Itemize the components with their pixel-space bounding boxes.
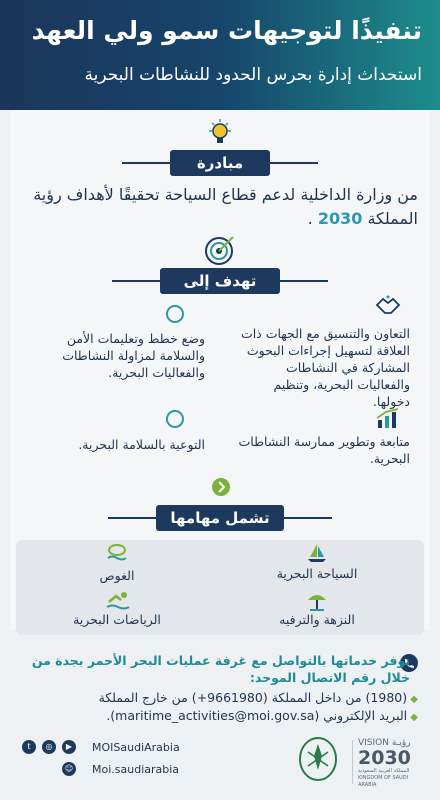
vision-ar: رؤيـة xyxy=(391,738,411,748)
vision-2030-logo xyxy=(358,738,428,789)
aim-item-2: وضع خطط وتعليمات الأمن والسلامة لمزاولة النشاطات والفعاليات البحرية. xyxy=(62,331,205,380)
page-subtitle: استحداث إدارة بحرس الحدود للنشاطات البحرية xyxy=(84,65,422,85)
page-title: تنفيذًا لتوجيهات سمو ولي العهد xyxy=(31,16,422,45)
diving-icon xyxy=(106,542,128,568)
ministry-emblem-icon xyxy=(298,736,338,786)
instagram-icon[interactable]: ◎ xyxy=(42,740,56,754)
initiative-text xyxy=(18,183,418,231)
social-handle-1[interactable]: MOISaudiArabia xyxy=(92,741,180,754)
contact-heading: توفر خدماتها بالتواصل مع غرفة عمليات البحر الأحمر بجدة من خلال رقم الاتصال الموحد: xyxy=(31,653,410,685)
initiative-text-end: . xyxy=(307,209,313,228)
task-item-4: الرياضات البحرية xyxy=(73,612,161,627)
gear-icon xyxy=(166,410,184,428)
initiative-text-a: من وزارة الداخلية لدعم قطاع السياحة تحقيقًا لأهداف رؤية xyxy=(33,185,418,204)
social-handle-2[interactable]: Moi.saudiarabia xyxy=(92,763,180,776)
aim-item-4: التوعية بالسلامة البحرية. xyxy=(78,437,205,452)
aim-item-3: متابعة وتطوير ممارسة النشاطات البحرية. xyxy=(238,434,410,466)
gear-icon xyxy=(166,305,184,323)
snapchat-icon[interactable]: ☺ xyxy=(62,762,76,776)
aims-label: تهدف إلى xyxy=(160,268,280,294)
header-banner xyxy=(0,0,440,110)
target-icon xyxy=(204,234,236,270)
task-item-2: الغوص xyxy=(99,568,135,583)
youtube-icon[interactable]: ▶ xyxy=(62,740,76,754)
bullet-icon: ◆ xyxy=(407,694,418,705)
aim-item-1: التعاون والتنسيق مع الجهات ذات العلاقة لتسهيل إجراءات البحوث المشاركة في النشاطات والفعاليات البحرية، وتنظيم دخولها. xyxy=(240,326,410,409)
contact-line-1 xyxy=(18,689,418,708)
handshake-icon xyxy=(375,295,401,321)
footer-divider xyxy=(352,740,353,784)
tasks-label: تشمل مهامها xyxy=(156,505,284,531)
bullet-icon: ◆ xyxy=(407,712,418,723)
task-item-1: السياحة البحرية xyxy=(276,566,358,581)
vision-year: 2030 xyxy=(358,747,411,769)
contact-line-2 xyxy=(18,707,418,726)
contact-email: البريد الإلكتروني (maritime_activities@moi.gov.sa). xyxy=(106,708,408,723)
vision-year-text: 2030 xyxy=(317,209,363,228)
twitter-icon[interactable]: t xyxy=(22,740,36,754)
vision-en: VISION xyxy=(358,738,389,748)
growth-chart-icon xyxy=(376,408,400,432)
initiative-text-b: المملكة xyxy=(367,209,418,228)
sailboat-icon xyxy=(306,542,328,568)
vision-sub: المملكة العربية السعودية KINGDOM OF SAUDI ARABIA xyxy=(358,768,410,788)
chevron-circle-icon xyxy=(211,477,231,501)
contact-numbers: (1980) من داخل المملكة (9661980+) من خارج المملكة xyxy=(98,690,408,705)
lightbulb-icon xyxy=(205,118,235,152)
task-item-3: النزهة والترفيه xyxy=(279,612,355,627)
initiative-label: مبادرة xyxy=(170,150,270,176)
